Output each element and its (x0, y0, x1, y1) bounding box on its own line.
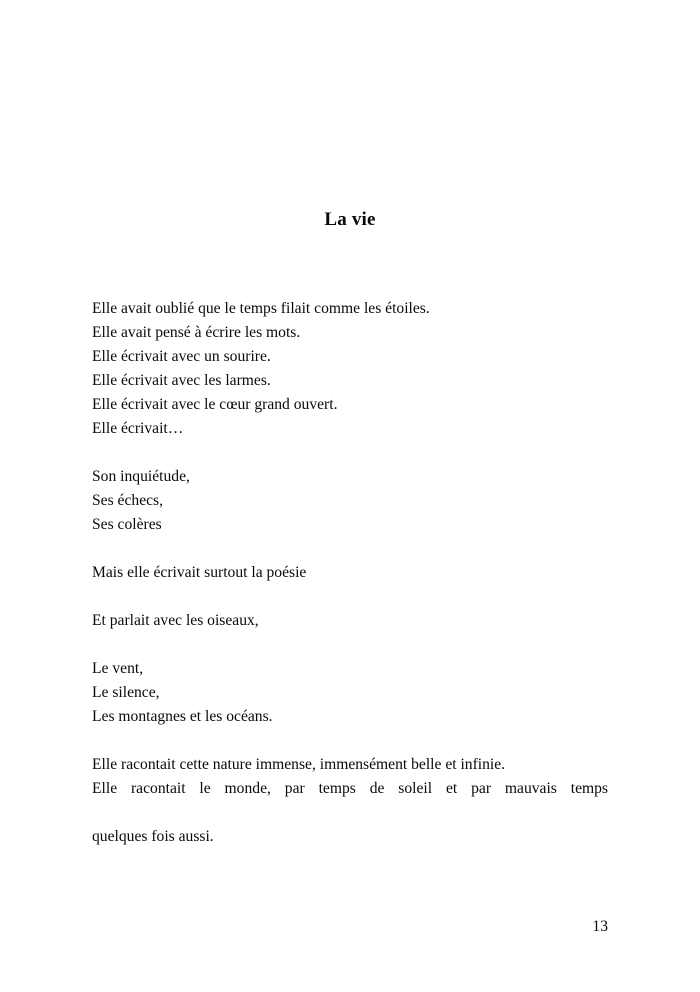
verse-line: Ses colères (92, 516, 162, 533)
page-title: La vie (324, 208, 376, 230)
verse-line: Elle écrivait avec les larmes. (92, 372, 271, 389)
stanza-4 (92, 609, 608, 633)
stanza-1 (92, 297, 608, 441)
paragraph-line-justified: Elle racontait le monde, par temps de soleil et par mauvais temps (92, 780, 608, 797)
paragraph-line: quelques fois aussi. (92, 828, 214, 845)
verse-line: Le vent, (92, 660, 144, 677)
poem-body (92, 297, 608, 849)
verse-line: Elle avait oublié que le temps filait comme les étoiles. (92, 300, 430, 317)
stanza-6 (92, 753, 608, 849)
verse-line: Elle écrivait avec le cœur grand ouvert. (92, 396, 338, 413)
paragraph-line: Elle racontait cette nature immense, immensément belle et infinie. (92, 756, 506, 773)
verse-line: Ses échecs, (92, 492, 164, 509)
stanza-5 (92, 657, 608, 729)
verse-line: Elle écrivait avec un sourire. (92, 348, 271, 365)
verse-line: Son inquiétude, (92, 468, 190, 485)
stanza-2 (92, 465, 608, 537)
page-number: 13 (592, 918, 608, 935)
verse-line: Mais elle écrivait surtout la poésie (92, 564, 307, 581)
verse-line: Les montagnes et les océans. (92, 708, 273, 725)
stanza-3 (92, 561, 608, 585)
verse-line: Elle avait pensé à écrire les mots. (92, 324, 301, 341)
verse-line: Le silence, (92, 684, 160, 701)
verse-line: Et parlait avec les oiseaux, (92, 612, 259, 629)
verse-line: Elle écrivait… (92, 420, 184, 437)
